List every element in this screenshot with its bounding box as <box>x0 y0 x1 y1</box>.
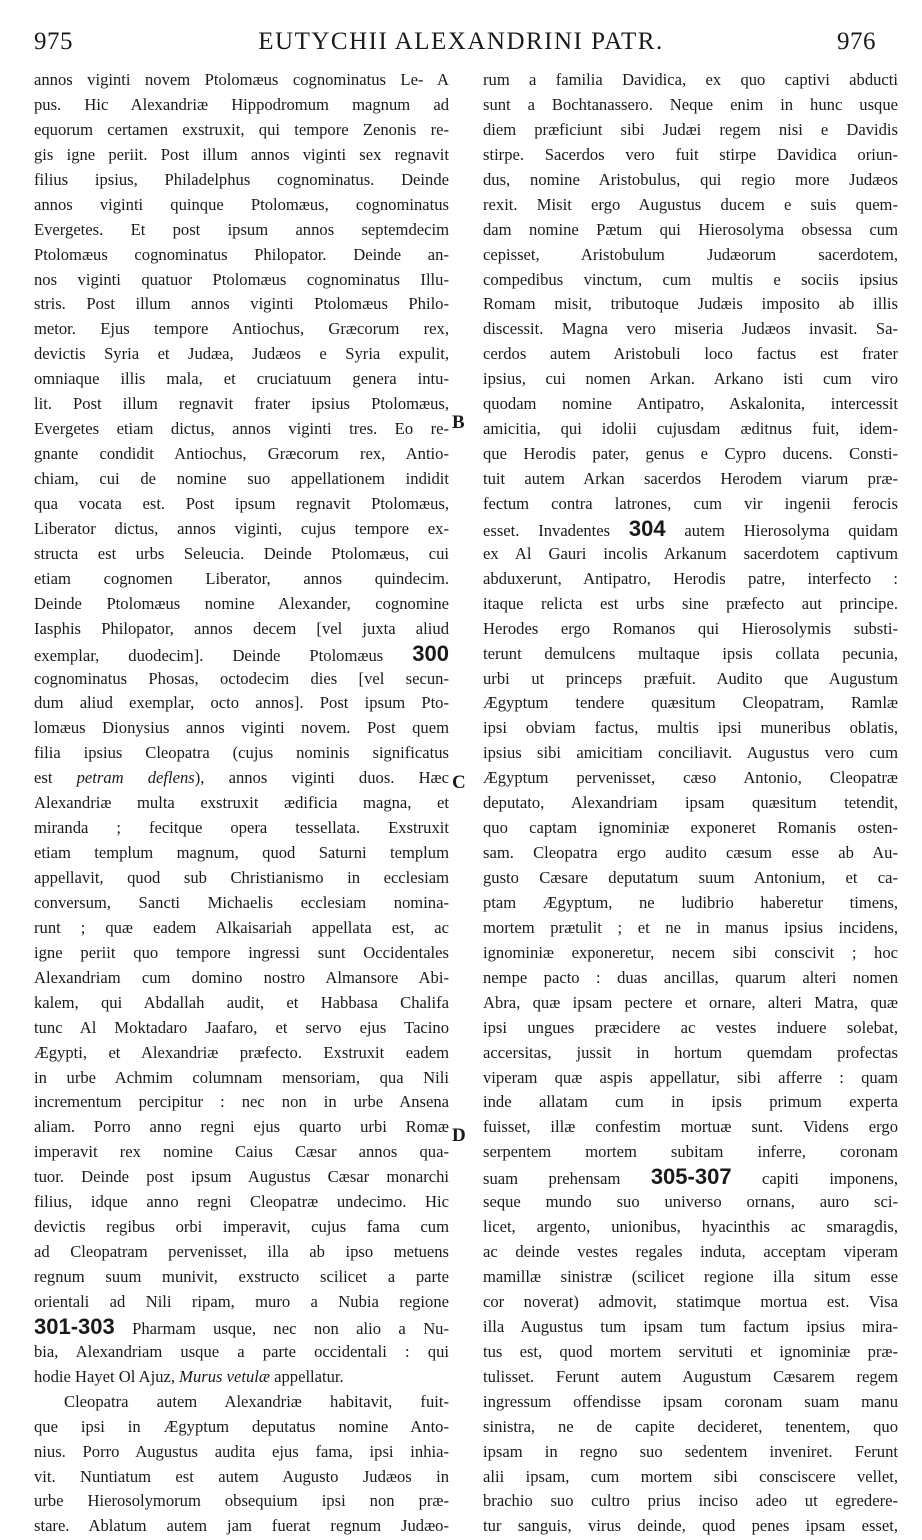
text-line: gnante condidit Antiochus, Græcorum rex, Antio- <box>34 444 449 464</box>
text-line: Evergetes. Et post ipsum annos septemdecim <box>34 219 449 239</box>
text-line: Ægyptum tendere quæsitum Cleopatram, Ramlæ <box>483 693 898 713</box>
text-line: annos viginti novem Ptolomæus cognominatus Le- A <box>34 70 449 89</box>
text-line: gusto Cæsare deputatum suum Antonium, et ca- <box>483 868 898 887</box>
text-line: filia ipsius Cleopatra (cujus nominis significatus <box>34 743 449 763</box>
text-line: amicitia, qui idolii cujusdam æditnus fuit, idem- <box>483 419 898 439</box>
text-line: igne periit quo tempore ingressi sunt Occidentales <box>34 942 449 962</box>
text-line: sam. Cleopatra ergo audito cæsum esse ab Au- <box>483 843 898 863</box>
text-line: sinistra, ne de capite decideret, tenentem, quo <box>483 1416 898 1436</box>
text-line: cerdos autem Aristobuli loco factus est frater <box>483 344 898 364</box>
italic-phrase: petram deflens <box>76 768 195 788</box>
text-line: incrementum percipitur : nec non in urbe Ansena <box>34 1092 449 1112</box>
text-line <box>34 766 449 791</box>
text-segment: autem Hierosolyma quidam <box>665 520 898 540</box>
text-line: terunt demulcens multaque ipsis collata pecunia, <box>483 643 898 663</box>
text-line: fuisset, illæ confestim mortuæ sunt. Videns ergo <box>483 1117 898 1137</box>
text-line: nos viginti quatuor Ptolomæus cognominatus Illu- <box>34 269 449 289</box>
text-line: ad Cleopatram pervenisset, illa ab ipso metuens <box>34 1242 449 1262</box>
text-line: ptam Ægyptum, ne ludibrio haberetur timens, <box>483 892 898 912</box>
text-line: Abra, quæ ipsam pectere et ornare, alteri Matra, quæ <box>483 992 898 1012</box>
text-line: etiam templum magnum, quod Saturni templum <box>34 843 449 863</box>
text-line: imperavit rex nomine Caius Cæsar annos qua- <box>34 1142 449 1162</box>
text-line: nius. Porro Augustus audita ejus fama, ipsi inhia- <box>34 1441 449 1461</box>
text-line: etiam cognomen Liberator, annos quindecim. <box>34 568 449 588</box>
text-line: Alexandriæ multa exstruxit ædificia magna, et <box>34 793 449 813</box>
text-line: structa est urbs Seleucia. Deinde Ptolomæus, cui <box>34 543 449 563</box>
text-line: dus, nomine Aristobulus, qui regio more Judæos <box>483 169 898 189</box>
text-line: gis igne periit. Post illum annos viginti sex regnavit <box>34 144 449 164</box>
text-line: nempe pacto : duas ancillas, quarum alteri nomen <box>483 967 898 987</box>
margin-marker-d: D <box>452 1125 466 1146</box>
text-line: Ptolomæus cognominatus Philopator. Deinde an- <box>34 244 449 264</box>
text-line: urbi ut princeps præfuit. Audito que Augustum <box>483 668 898 688</box>
text-segment: Pharmam usque, nec non alio a Nu- <box>114 1318 449 1338</box>
section-number: 300 <box>412 641 449 666</box>
text-line: kalem, qui Abdallah audit, et Habbasa Chalifa <box>34 992 449 1012</box>
text-line: Alexandriam cum domino nostro Almansore Abi- <box>34 967 449 987</box>
text-line: abduxerunt, Antipatro, Herodis patre, interfecto : <box>483 568 898 588</box>
margin-marker-c: C <box>452 772 466 793</box>
text-line: compedibus vinctum, cum multis e sociis ipsius <box>483 269 898 289</box>
text-line: ingressum offendisse ipsam coronam suam manu <box>483 1391 898 1411</box>
text-line <box>483 1165 898 1190</box>
margin-marker-b: B <box>452 412 465 433</box>
text-line: mamillæ sinistræ (scilicet regione illa situm esse <box>483 1267 898 1286</box>
text-line: deputato, Alexandriam ipsam quæsitum tetendit, <box>483 793 898 813</box>
text-line: tuit autem Arkan sacerdos Herodem viarum præ- <box>483 469 898 488</box>
text-line: metor. Ejus tempore Antiochus, Græcorum rex, <box>34 319 449 339</box>
text-line: quo captam ignominiæ exponeret Romanis osten- <box>483 818 898 838</box>
text-line: diem præficiunt sibi Judæi regem nisi e Davidis <box>483 119 898 139</box>
text-line: ipsius, cui nomen Arkan. Arkano isti cum viro <box>483 369 898 389</box>
text-line: Evergetes etiam dictus, annos viginti tres. Eo re- <box>34 419 449 439</box>
text-line: viperam quæ aspis appellatur, sibi afferre : quam <box>483 1067 898 1087</box>
text-line: Liberator dictus, annos viginti, cujus tempore ex- <box>34 518 449 538</box>
text-line: urbe Hierosolymorum obsequium ipsi non præ- <box>34 1491 449 1511</box>
section-number: 304 <box>628 516 666 541</box>
text-line: ipsi obviam factus, multis ipsi muneribus oblatis, <box>483 718 898 738</box>
text-line <box>34 642 449 667</box>
text-line: tus est, quod mortem servituti et ignominiæ præ- <box>483 1341 898 1361</box>
text-line: serpentem mortem subitam inferre, coronam <box>483 1142 898 1162</box>
text-line: qua vocata est. Post ipsum regnavit Ptolomæus, <box>34 493 449 513</box>
text-line: tulisset. Ferunt autem Augustum Cæsarem regem <box>483 1366 898 1386</box>
text-line: mortem prætulit ; et ne in manus ipsius incidens, <box>483 917 898 937</box>
running-header <box>0 28 922 68</box>
text-segment: capiti imponens, <box>731 1169 898 1189</box>
text-line: pus. Hic Alexandriæ Hippodromum magnum ad <box>34 94 449 114</box>
section-number: 305-307 <box>650 1165 732 1190</box>
text-line: illa Augustus tum ipsam tum factum ipsius mira- <box>483 1316 898 1336</box>
text-line: Ægypti, et Alexandriæ præfecto. Exstruxit eadem <box>34 1042 449 1062</box>
text-line: que Herodis pater, genus e Cypro ducens. Consti- <box>483 444 898 464</box>
text-line: ipsius sibi amicitiam conciliavit. Augustus vero cum <box>483 743 898 763</box>
text-line: runt ; quæ eadem Alkaisariah appellata est, ac <box>34 917 449 937</box>
text-line: quodam nomine Antipatro, Askalonita, intercessit <box>483 394 898 414</box>
text-line: Deinde Ptolomæus nomine Alexander, cognomine <box>34 593 449 613</box>
text-line: devictis regibus orbi imperavit, cujus fama cum <box>34 1217 449 1237</box>
text-line: inde allatam cum in ipsis primum experta <box>483 1092 898 1112</box>
italic-phrase: Murus vetulæ <box>179 1366 270 1386</box>
text-line: orientali ad Nili ripam, muro a Nubia regione <box>34 1291 449 1311</box>
text-line <box>34 1315 449 1340</box>
text-line: lit. Post illum regnavit frater ipsius Ptolomæus, <box>34 394 449 414</box>
text-line: stris. Post illum annos viginti Ptolomæus Philo- <box>34 294 449 314</box>
text-line: stare. Ablatum autem jam fuerat regnum Judæo- <box>34 1516 449 1536</box>
text-segment: hodie Hayet Ol Ajuz, <box>34 1366 180 1386</box>
text-line: Romam misit, tributoque Judæis imposito ab illis <box>483 294 898 314</box>
text-segment: appellatur. <box>269 1366 344 1386</box>
text-line: rum a familia Davidica, ex quo captivi abducti <box>483 70 898 89</box>
text-line: chiam, cui de nomine suo appellationem indidit <box>34 469 449 488</box>
right-page-number: 976 <box>837 28 876 55</box>
text-line <box>34 1365 449 1390</box>
text-line: equorum certamen exstruxit, qui tempore Zenonis re- <box>34 119 449 139</box>
text-line: regnum suum munivit, exstructo scilicet a parte <box>34 1267 449 1286</box>
left-page-number: 975 <box>34 28 73 55</box>
text-segment: exemplar, duodecim]. Deinde Ptolomæus <box>34 645 384 665</box>
text-segment: suam prehensam <box>483 1169 651 1189</box>
section-number: 301-303 <box>34 1314 115 1339</box>
text-line: cognominatus Phosas, octodecim dies [vel secun- <box>34 668 449 688</box>
text-line: appellavit, quod sub Christianismo in ecclesiam <box>34 868 449 887</box>
right-column <box>483 68 898 1539</box>
text-line: Herodes ergo Romanos qui Hierosolymis substi- <box>483 618 898 638</box>
text-line: alii ipsam, cum mortem sibi consciscere vellet, <box>483 1466 898 1486</box>
text-line: cepisset, Aristobulum Judæorum sacerdotem, <box>483 244 898 264</box>
text-line: aliam. Porro anno regni ejus quarto urbi Romæ <box>34 1117 449 1137</box>
text-line: dum aliud exemplar, octo annos]. Post ipsum Pto- <box>34 693 449 713</box>
text-line: devictis Syria et Judæa, Judæos e Syria expulit, <box>34 344 449 364</box>
text-line: ipsam in regno suo sedentem inveniret. Ferunt <box>483 1441 898 1461</box>
text-line: rexit. Misit ergo Augustus ducem e suis quem- <box>483 194 898 214</box>
text-line: accersitas, jussit in hortum quemdam profectas <box>483 1042 898 1062</box>
text-line: dam nomine Pætum qui Hierosolyma obsessa cum <box>483 219 898 239</box>
text-line: bia, Alexandriam usque a parte occidentali : qui <box>34 1341 449 1361</box>
text-line: discessit. Magna vero miseria Judæos invasit. Sa- <box>483 319 898 339</box>
text-line: annos viginti quinque Ptolomæus, cognominatus <box>34 194 449 214</box>
text-line: sunt a Bochtanassero. Neque enim in hunc usque <box>483 94 898 114</box>
text-line: vit. Nuntiatum est autem Augusto Judæos in <box>34 1466 449 1486</box>
left-column <box>34 68 449 1539</box>
text-line: brachio suo cultro prius inciso adeo ut egredere- <box>483 1491 898 1511</box>
text-line: seque mundo suo universo ornans, auro sci- <box>483 1192 898 1212</box>
text-line: itaque relicta est urbs sine præfecto aut principe. <box>483 593 898 613</box>
text-line: Cleopatra autem Alexandriæ habitavit, fuit- <box>64 1391 449 1411</box>
text-line: tuor. Deinde post ipsum Augustus Cæsar monarchi <box>34 1167 449 1187</box>
text-line: filius, idque anno regni Cleopatræ undecimo. Hic <box>34 1192 449 1212</box>
text-line: conversum, Sancti Michaelis ecclesiam nomina- <box>34 892 449 912</box>
text-line: ipsi ungues præcidere ac vestes induere solebat, <box>483 1017 898 1037</box>
text-line: que ipsi in Ægyptum deputatus nomine Anto- <box>34 1416 449 1436</box>
text-line: tur sanguis, virus deinde, quod penes ipsam esset, <box>483 1516 898 1536</box>
text-line: stirpe. Sacerdos vero fuit stirpe Davidica oriun- <box>483 144 898 164</box>
text-line: tunc Al Moktadaro Jaafaro, et servo ejus Tacino <box>34 1017 449 1037</box>
text-line: ex Al Gauri incolis Arkanum sacerdotem captivum <box>483 543 898 563</box>
text-line: ignominiæ exponeretur, necem sibi conscivit ; hoc <box>483 942 898 962</box>
text-segment: esset. Invadentes <box>483 520 629 540</box>
text-line: Ægyptum pervenisset, cæso Antonio, Cleopatræ <box>483 768 898 788</box>
running-title: EUTYCHII ALEXANDRINI PATR. <box>258 28 664 55</box>
text-line: cor noverat) admovit, statimque mortua est. Visa <box>483 1291 898 1311</box>
text-segment: ), annos viginti duos. Hæc <box>194 768 449 788</box>
text-line: lomæus Dionysius annos viginti novem. Post quem <box>34 718 449 738</box>
text-line: miranda ; fecitque opera tessellata. Exstruxit <box>34 818 449 838</box>
text-line: fectum contra latrones, cum vir ingenii ferocis <box>483 493 898 513</box>
text-line: in urbe Achmim columnam mensoriam, qua Nili <box>34 1067 449 1087</box>
text-line: licet, argento, unionibus, hyacinthis ac smaragdis, <box>483 1217 898 1237</box>
text-line: ac deinde vestes regales induta, acceptam viperam <box>483 1242 898 1262</box>
text-line: omniaque illis mala, et cruciatuum genera intu- <box>34 369 449 389</box>
text-line <box>483 517 898 542</box>
text-line: Iasphis Philopator, annos decem [vel juxta aliud <box>34 618 449 638</box>
text-line: filius ipsius, Philadelphus cognominatus. Deinde <box>34 169 449 189</box>
text-segment: est <box>34 768 77 788</box>
